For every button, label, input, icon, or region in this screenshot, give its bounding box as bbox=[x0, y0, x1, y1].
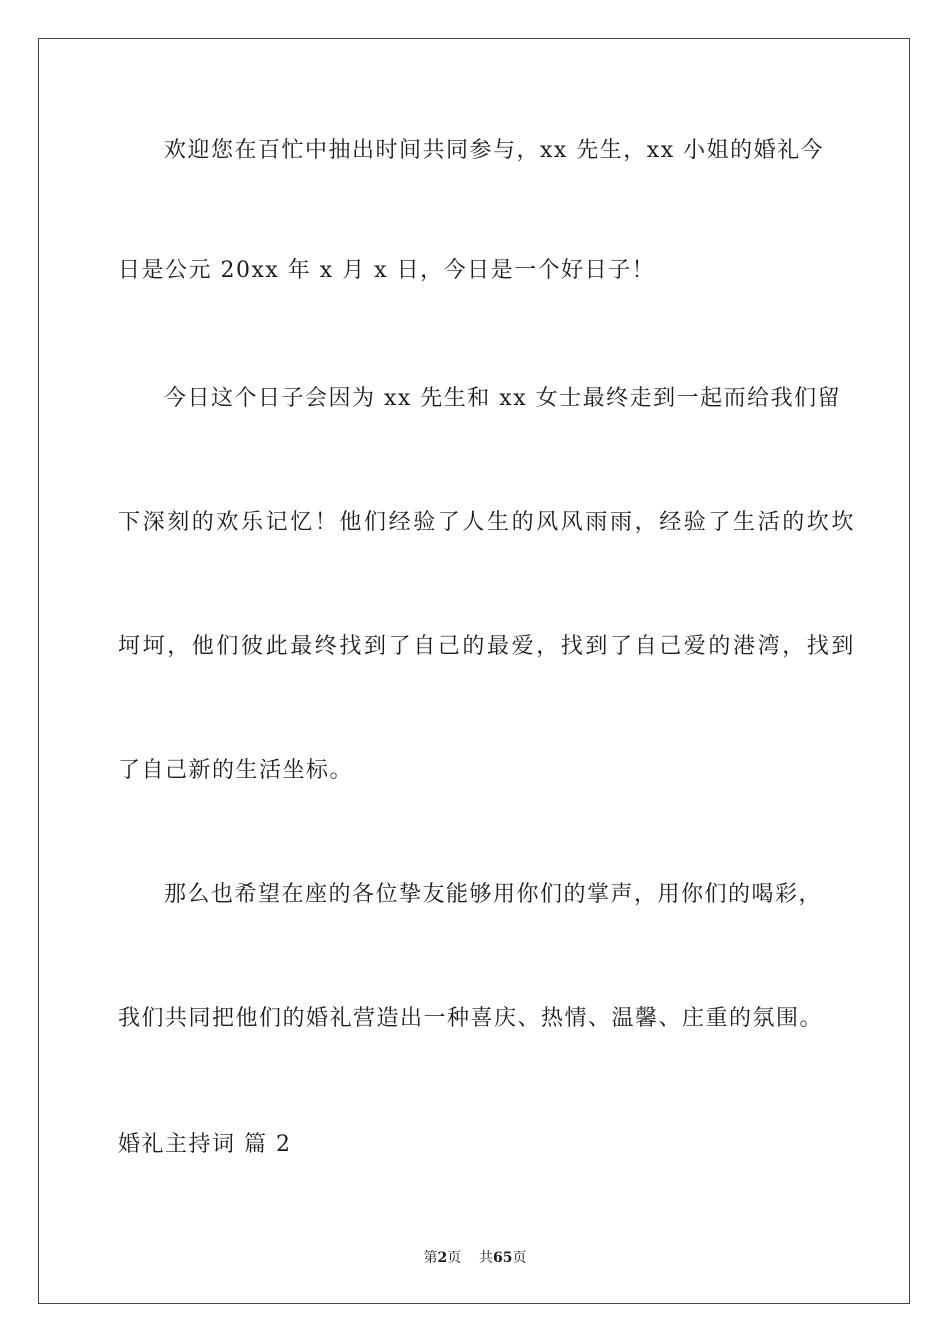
paragraph-2-line-1: 今日这个日子会因为 xx 先生和 xx 女士最终走到一起而给我们留 bbox=[164, 386, 842, 411]
page-footer bbox=[0, 1248, 950, 1268]
paragraph-3-line-2: 我们共同把他们的婚礼营造出一种喜庆、热情、温馨、庄重的氛围。 bbox=[118, 1006, 824, 1031]
total-prefix: 共 bbox=[479, 1250, 494, 1266]
page-number: 2 bbox=[437, 1250, 448, 1266]
page-prefix: 第 bbox=[423, 1250, 438, 1266]
page-border bbox=[38, 38, 910, 1304]
paragraph-3-line-1: 那么也希望在座的各位挚友能够用你们的掌声，用你们的喝彩， bbox=[164, 882, 823, 907]
paragraph-1-line-2: 日是公元 20xx 年 x 月 x 日，今日是一个好日子！ bbox=[118, 258, 656, 283]
paragraph-1-line-1: 欢迎您在百忙中抽出时间共同参与，xx 先生，xx 小姐的婚礼今 bbox=[164, 138, 825, 163]
paragraph-2-line-3: 坷坷，他们彼此最终找到了自己的最爱，找到了自己爱的港湾，找到 bbox=[118, 634, 857, 659]
page-suffix: 页 bbox=[447, 1250, 462, 1266]
total-pages: 65 bbox=[493, 1250, 513, 1266]
paragraph-2-line-2: 下深刻的欢乐记忆！他们经验了人生的风风雨雨，经验了生活的坎坎 bbox=[118, 510, 857, 535]
paragraph-2-line-4: 了自己新的生活坐标。 bbox=[118, 758, 354, 783]
total-suffix: 页 bbox=[512, 1250, 527, 1266]
section-heading: 婚礼主持词 篇 2 bbox=[118, 1132, 292, 1157]
